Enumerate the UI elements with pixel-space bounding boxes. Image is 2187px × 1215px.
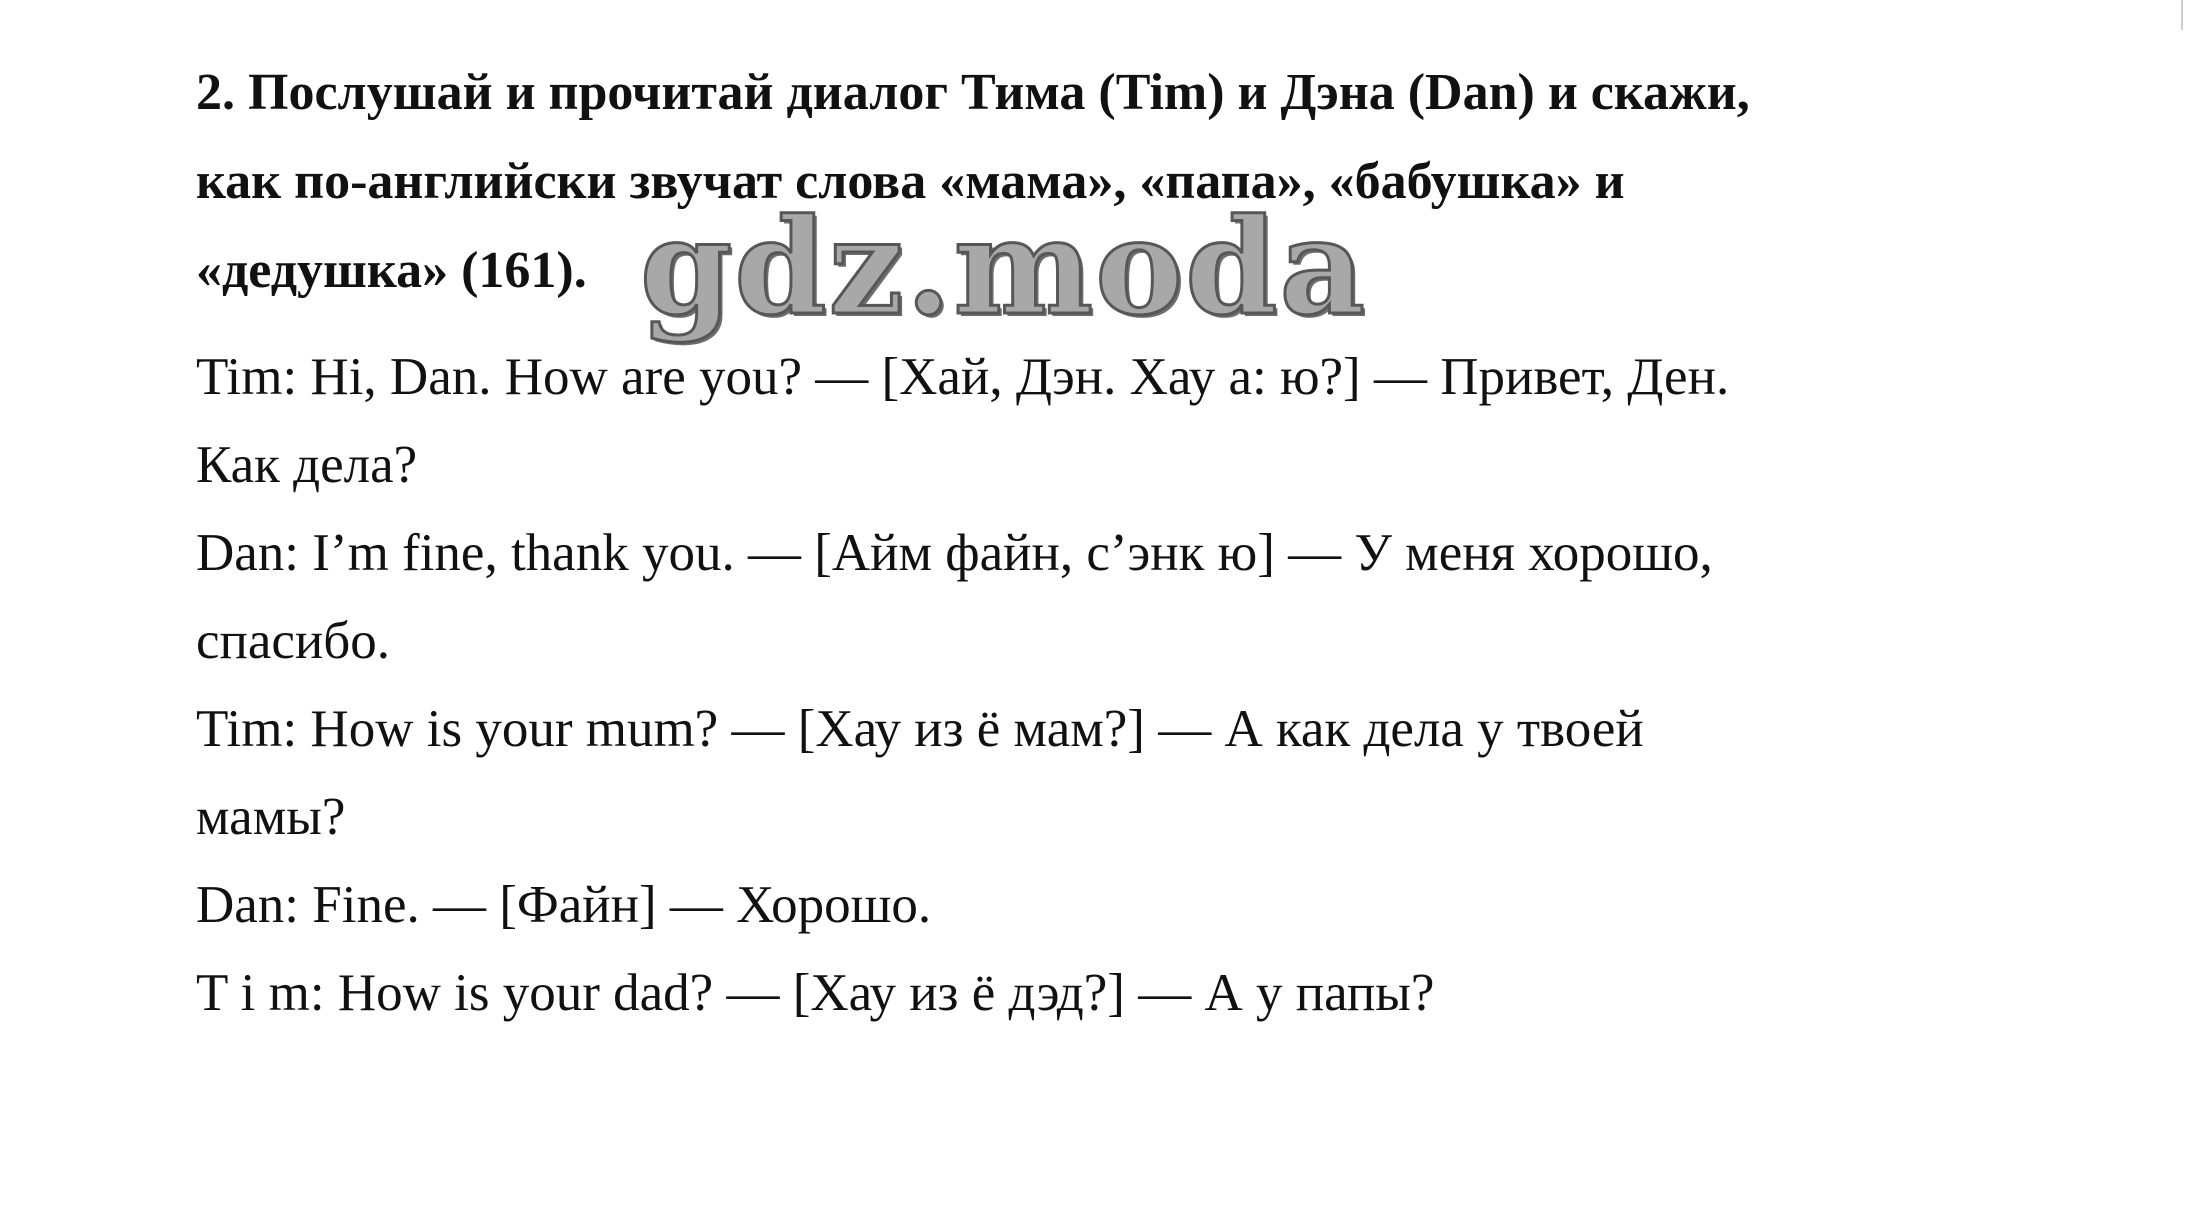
heading-line-2: как по-английски звучат слова «мама», «папа», «бабушка» и: [196, 153, 1625, 210]
dialog-line-6: мамы?: [196, 788, 346, 846]
heading-line-1: 2. Послушай и прочитай диалог Тима (Tim) и Дэна (Dan) и скажи,: [196, 64, 1750, 121]
dialog-line-4: спасибо.: [196, 612, 391, 670]
watermark-logo: gdz.moda: [640, 190, 1368, 345]
dialog-line-3: Dan: I’m fine, thank you. — [Айм файн, с’энк ю] — У меня хорошо,: [196, 524, 1713, 582]
dialog-line-5: Tim: How is your mum? — [Хау из ё мам?] — А как дела у твоей: [196, 700, 1644, 758]
heading-line-3: «дедушка» (161).: [196, 242, 587, 299]
task-heading: [196, 48, 2096, 315]
dialog-line-7: Dan: Fine. — [Файн] — Хорошо.: [196, 876, 932, 934]
dialog-line-1: Tim: Hi, Dan. How are you? — [Хай, Дэн. Хау а: ю?] — Привет, Ден.: [196, 348, 1730, 406]
dialog-line-2: Как дела?: [196, 436, 418, 494]
page-edge-line: [2181, 0, 2183, 30]
dialog-line-8: T i m: How is your dad? — [Хау из ё дэд?] — А у папы?: [196, 964, 1435, 1022]
dialog-text: [196, 333, 2096, 1037]
